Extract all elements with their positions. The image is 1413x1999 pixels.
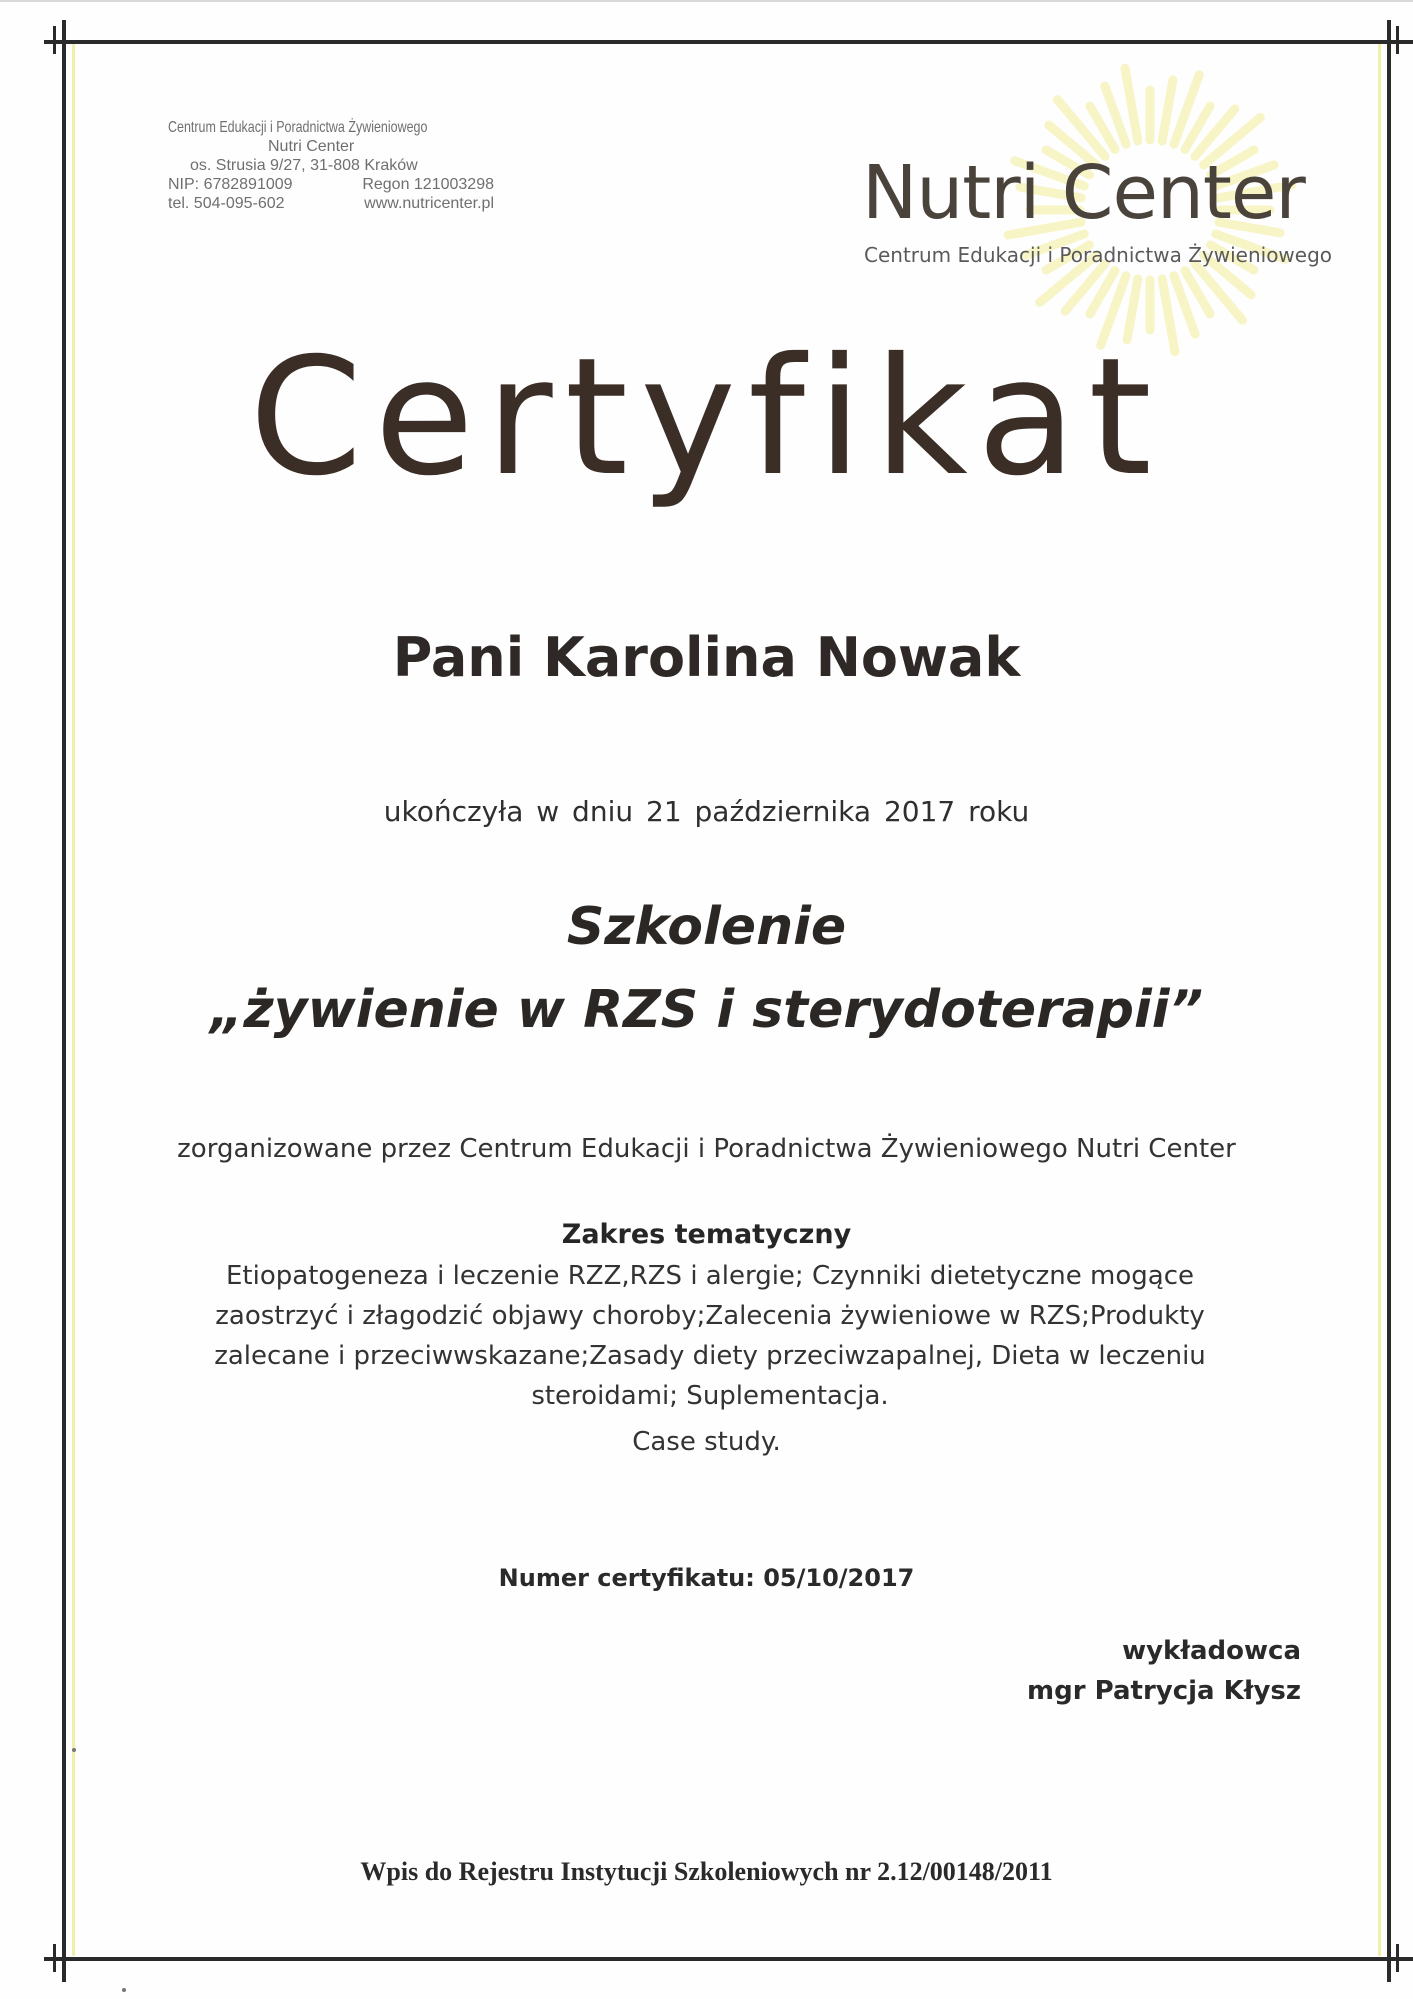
frame-bottom-rule [44,1957,1413,1961]
frame-tick-top-right [1396,26,1399,54]
logo-wordmark: Nutri Center [862,150,1305,236]
stamp-tel: tel. 504-095-602 [168,195,285,212]
stamp-line-2: Nutri Center [268,138,355,155]
completion-date-line: ukończyła w dniu 21 października 2017 roku [383,795,1030,828]
registry-entry: Wpis do Rejestru Instytucji Szkoleniowych nr 2.12/00148/2011 [360,1857,1053,1886]
scope-text: Etiopatogeneza i leczenie RZZ,RZS i alergie; Czynniki dietetyczne mogące zaostrzyć i złagodzić objawy choroby;Zalecenia żywieniowe w RZS;Produkty zalecane i przeciwwskazane;Zasady diety przeciwzapalnej, Dieta w leczeniu steroidami; Suplementacja. [214,1261,1206,1411]
frame-tick-top-left [53,26,56,54]
organizer-line: zorganizowane przez Centrum Edukacji i Poradnictwa Żywieniowego Nutri Center [177,1134,1236,1164]
sun-ray [1125,68,1138,141]
scan-speck [72,1748,76,1752]
frame-top-rule [44,40,1413,44]
stamp-nip: NIP: 6782891009 [168,176,293,193]
lecturer-name: mgr Patrycja Kłysz [1027,1676,1301,1706]
frame-tick-bottom-left [53,1944,56,1972]
stamp-www: www.nutricenter.pl [364,195,494,212]
certificate-title: Certyfikat [249,324,1164,512]
scan-speck [122,1988,126,1992]
scan-top-edge [0,0,1413,2]
course-label: Szkolenie [566,897,847,957]
lecturer-role: wykładowca [1122,1636,1301,1666]
stamp-row-contact [168,194,508,213]
case-study-line: Case study. [632,1427,781,1457]
company-stamp [168,118,508,213]
recipient-name: Pani Karolina Nowak [392,626,1021,689]
stamp-address: os. Strusia 9/27, 31-808 Kraków [190,157,418,174]
certificate-number: Numer certyfikatu: 05/10/2017 [498,1564,915,1592]
stamp-regon: Regon 121003298 [362,176,494,193]
scope-heading: Zakres tematyczny [561,1219,852,1250]
course-name: „żywienie w RZS i sterydoterapii” [209,980,1204,1040]
logo-tagline: Centrum Edukacji i Poradnictwa Żywieniowego [864,243,1333,267]
stamp-row-ids [168,175,508,194]
frame-tick-bottom-right [1396,1944,1399,1972]
stamp-line-1: Centrum Edukacji i Poradnictwa Żywieniowego [168,119,428,136]
sun-ray [1162,80,1173,141]
